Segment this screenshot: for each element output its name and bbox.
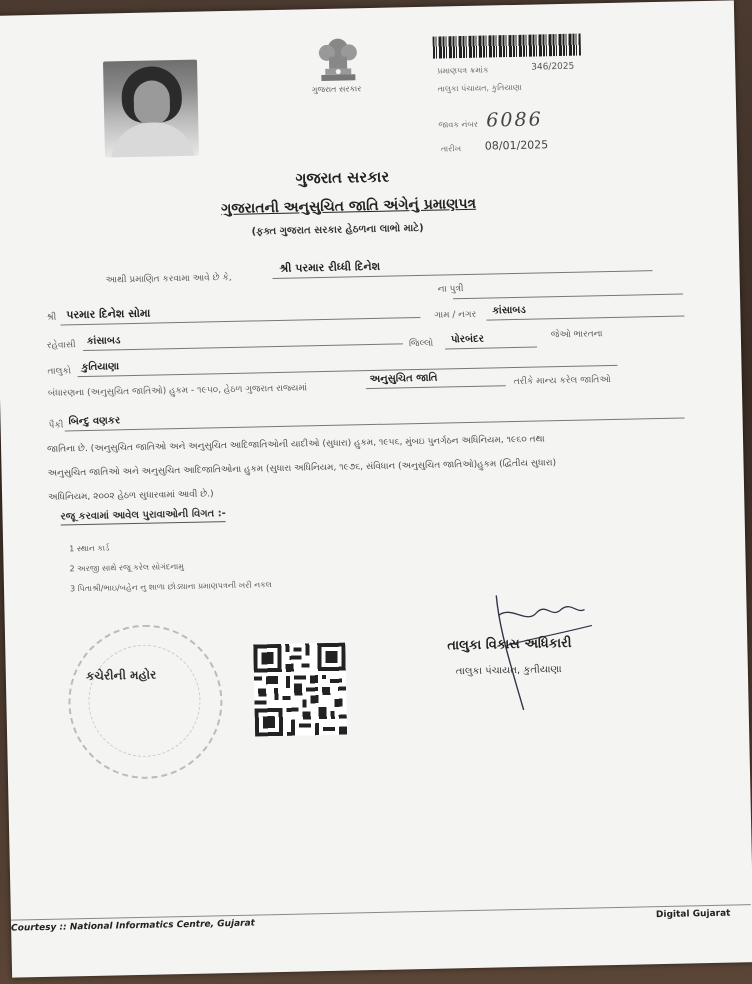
office-line: તાલુકા પંચાયત, કુતિયાણા [437,82,522,94]
seal-label: કચેરીની મહોર [85,667,157,684]
date-label: તારીખ [440,144,462,154]
taluka-underline [78,365,618,377]
body-line-2: અનુસુચિત જાતિઓ અને અનુસુચિત આદિજાતિઓના હુકમ (સુધારા અધિનિયમ, ૧૯૭૬, સંવિધાન (અનુસુચિત જાતિઓ)હુકમ (દ્વિતીય સુધારા) [47,458,557,479]
resident-value: કાંસાબડ [86,335,121,347]
father-name: પરમાર દિનેશ સોમા [66,306,151,322]
officer-office: તાલુકા પંચાયત, કુતીયાણા [455,664,562,678]
village-value: કાંસાબડ [492,304,526,317]
village-label: ગામ / નગર [434,309,477,321]
footer-courtesy: Courtesy :: National Informatics Centre, Gujarat [11,918,256,934]
caste-category: અનુસુચિત જાતિ [369,372,438,386]
district-label: જિલ્લો [408,338,434,350]
national-emblem-icon [306,30,369,87]
footer-brand: Digital Gujarat [655,908,731,921]
relation-label: ના પુત્રી [437,284,464,295]
applicant-photo [103,60,199,158]
document-item: 2 અરજી સાથે રજૂ કરેલ સોગંદનામુ [69,561,185,574]
caste-value: બિન્દુ વણકર [68,415,121,428]
documents-heading: રજૂ કરવામાં આવેલ પુરાવાઓની વિગત :- [60,508,226,525]
resident-underline [83,343,403,351]
district-value: પોરબંદર [450,333,484,346]
recognized-label: તરીકે માન્ય કરેલ જાતિઓ [513,374,611,388]
village-underline [486,315,684,320]
document-item: 3 પિતાશ્રી/ભાઇ/બહેન નુ શાળા છોડ્યાના પ્રમાણપત્રની ખરી નકલ [69,580,272,594]
outward-no-label: જાવક નંબર [438,119,479,130]
body-line-1: જાતિના છે. (અનુસુચિત જાતિઓ અને અનુસુચિત આદિજાતિઓની યાદીઓ (સુધારા) હુકમ, ૧૯૫૬, મુંબઇ પુનર્ગઠન અધિનિયમ, ૧૯૬૦ તથા [47,434,545,455]
body-line-3: અધિનિયમ, ૨૦૦૨ હેઠળ સુધારવામાં આવી છે.) [48,489,214,503]
emblem-caption: ગુજરાત સરકાર [311,84,362,95]
taluka-value: કુતિયાણા [81,361,120,374]
applicant-name: શ્રી પરમાર રીધ્ધી દિનેશ [279,259,381,275]
order-text: બંધારણના (અનુસુચિત જાતિઓ) હુકમ - ૧૯૫૦, હેઠળ ગુજરાત રાજ્યમાં [47,383,308,399]
category-underline [366,385,506,389]
state-label: જેઓ ભારતના [550,329,603,341]
officer-title: તાલુકા વિકાસ અધિકારી [447,635,572,654]
office-seal [67,623,224,780]
shri-label: શ્રી [46,312,57,323]
document-item: 1 સ્થાન કાર્ડ [69,543,110,554]
caste-underline [65,417,685,431]
certificate-no-label: પ્રમાણપત્ર ક્રમાંક [437,65,489,76]
relation-underline [453,293,683,299]
certificate-no: 346/2025 [531,61,575,73]
barcode [433,34,581,59]
govt-title: ગુજરાત સરકાર [295,167,390,188]
qr-code-icon [253,643,347,737]
outward-no: 6086 [486,108,543,132]
peti-label: પૈકી [48,420,64,431]
taluka-label: તાલુકો [47,366,72,377]
district-underline [445,347,537,350]
footer-divider [11,904,751,920]
certificate-title: ગુજરાતની અનુસુચિત જાતિ અંગેનું પ્રમાણપત્ર [220,195,477,218]
issue-date: 08/01/2025 [484,138,549,153]
intro-label: આથી પ્રમાણિત કરવામા આવે છે કે, [105,272,232,286]
resident-label: રહેવાસી [46,340,76,351]
certificate-subtitle: (ફક્ત ગુજરાત સરકાર હેઠળના લાભો માટે) [251,222,424,238]
